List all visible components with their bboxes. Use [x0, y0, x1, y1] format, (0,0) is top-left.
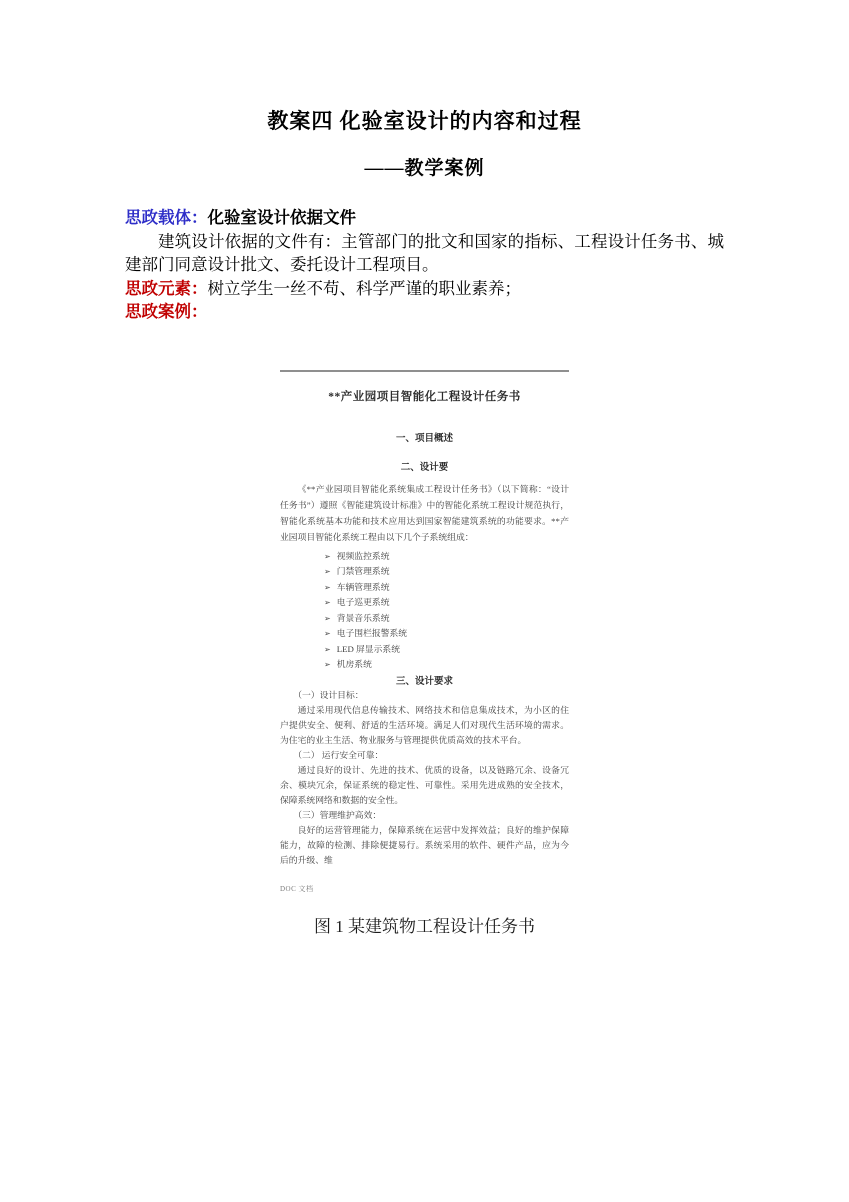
ideology-carrier-label: 思政载体：	[125, 208, 208, 227]
page-subtitle: ——教学案例	[364, 158, 485, 179]
design-goal-text: 通过采用现代信息传输技术、网络技术和信息集成技术，为小区的住户提供安全、便利、舒适的生活环境。满足人们对现代生活环境的需求。为住宅的业主生活、物业服务与管理提供优质高效的技术平台。	[280, 704, 569, 745]
safety-reliability-text: 通过良好的设计、先进的技术、优质的设备，以及链路冗余、设备冗余、模块冗余，保证系统的稳定性、可靠性。采用先进成熟的安全技术，保障系统网络和数据的安全性。	[280, 764, 569, 805]
intro-text-block	[125, 206, 724, 324]
task-book-section1-heading: 一、项目概述	[395, 433, 453, 444]
subsystem-label: 电子围栏报警系统	[336, 628, 408, 638]
task-book-title: **产业园项目智能化工程设计任务书	[328, 390, 521, 403]
ideology-element-value: 树立学生一丝不苟、科学严谨的职业素养；	[207, 278, 521, 298]
subsystem-item	[324, 611, 569, 627]
ideology-case-label: 思政案例：	[125, 302, 208, 321]
ideology-case-line	[125, 300, 724, 324]
design-goal-title: （一）设计目标：	[293, 689, 364, 700]
embedded-task-book-image	[280, 370, 569, 894]
design-basis-paragraph: 建筑设计依据的文件有：主管部门的批文和国家的指标、工程设计任务书、城建部门同意设计批文、委托设计工程项目。	[125, 231, 724, 274]
subsystem-item	[324, 564, 569, 580]
arrow-bullet-icon: ➢	[324, 582, 331, 592]
task-book-section3-heading: 三、设计要求	[395, 676, 453, 687]
subsystem-item	[324, 595, 569, 611]
task-book-intro-paragraph: 《**产业园项目智能化系统集成工程设计任务书》（以下简称：“设计任务书”）遵照《智能建筑设计标准》中的智能化系统工程设计规范执行，智能化系统基本功能和技术应用达到国家智能建筑系统的功能要求。**产业园项目智能化系统工程由以下几个子系统组成：	[280, 483, 569, 542]
arrow-bullet-icon: ➢	[324, 613, 331, 623]
arrow-bullet-icon: ➢	[324, 660, 331, 669]
scan-top-rule	[280, 370, 569, 372]
ideology-element-line	[125, 277, 724, 301]
subsystem-label: 车辆管理系统	[336, 581, 390, 592]
ideology-carrier-line	[125, 206, 724, 230]
subsystem-item	[324, 642, 569, 658]
subsystem-item	[324, 626, 569, 642]
figure-container	[125, 370, 724, 938]
subsystem-label: LED 屏显示系统	[336, 643, 400, 654]
arrow-bullet-icon: ➢	[324, 598, 331, 607]
subsystem-item	[324, 657, 569, 673]
arrow-bullet-icon: ➢	[324, 629, 331, 638]
subsystem-label: 视频监控系统	[336, 550, 390, 561]
subsystem-item	[324, 580, 569, 596]
arrow-bullet-icon: ➢	[324, 551, 331, 561]
subsystem-item	[324, 549, 569, 565]
subsystem-label: 机房系统	[336, 659, 372, 669]
figure-caption: 图 1 某建筑物工程设计任务书	[314, 916, 535, 936]
doc-watermark: DOC 文档	[280, 884, 314, 893]
subsystem-list	[280, 549, 569, 673]
ideology-element-label: 思政元素：	[125, 278, 208, 298]
subsystem-label: 电子巡更系统	[336, 597, 390, 607]
page-title: 教案四 化验室设计的内容和过程	[267, 109, 582, 133]
arrow-bullet-icon: ➢	[324, 567, 331, 576]
maintenance-title: （三）管理维护高效：	[293, 809, 382, 820]
subsystem-label: 背景音乐系统	[336, 612, 390, 623]
maintenance-text: 良好的运营管理能力，保障系统在运营中发挥效益；良好的维护保障能力，故障的检测、排除便捷易行。系统采用的软件、硬件产品，应为今后的升级、维	[280, 824, 569, 865]
arrow-bullet-icon: ➢	[324, 644, 331, 654]
safety-reliability-title: （二） 运行安全可靠：	[293, 749, 384, 760]
ideology-carrier-value: 化验室设计依据文件	[207, 208, 356, 227]
subsystem-label: 门禁管理系统	[336, 566, 390, 576]
task-book-section2-heading: 二、设计要	[400, 462, 449, 473]
